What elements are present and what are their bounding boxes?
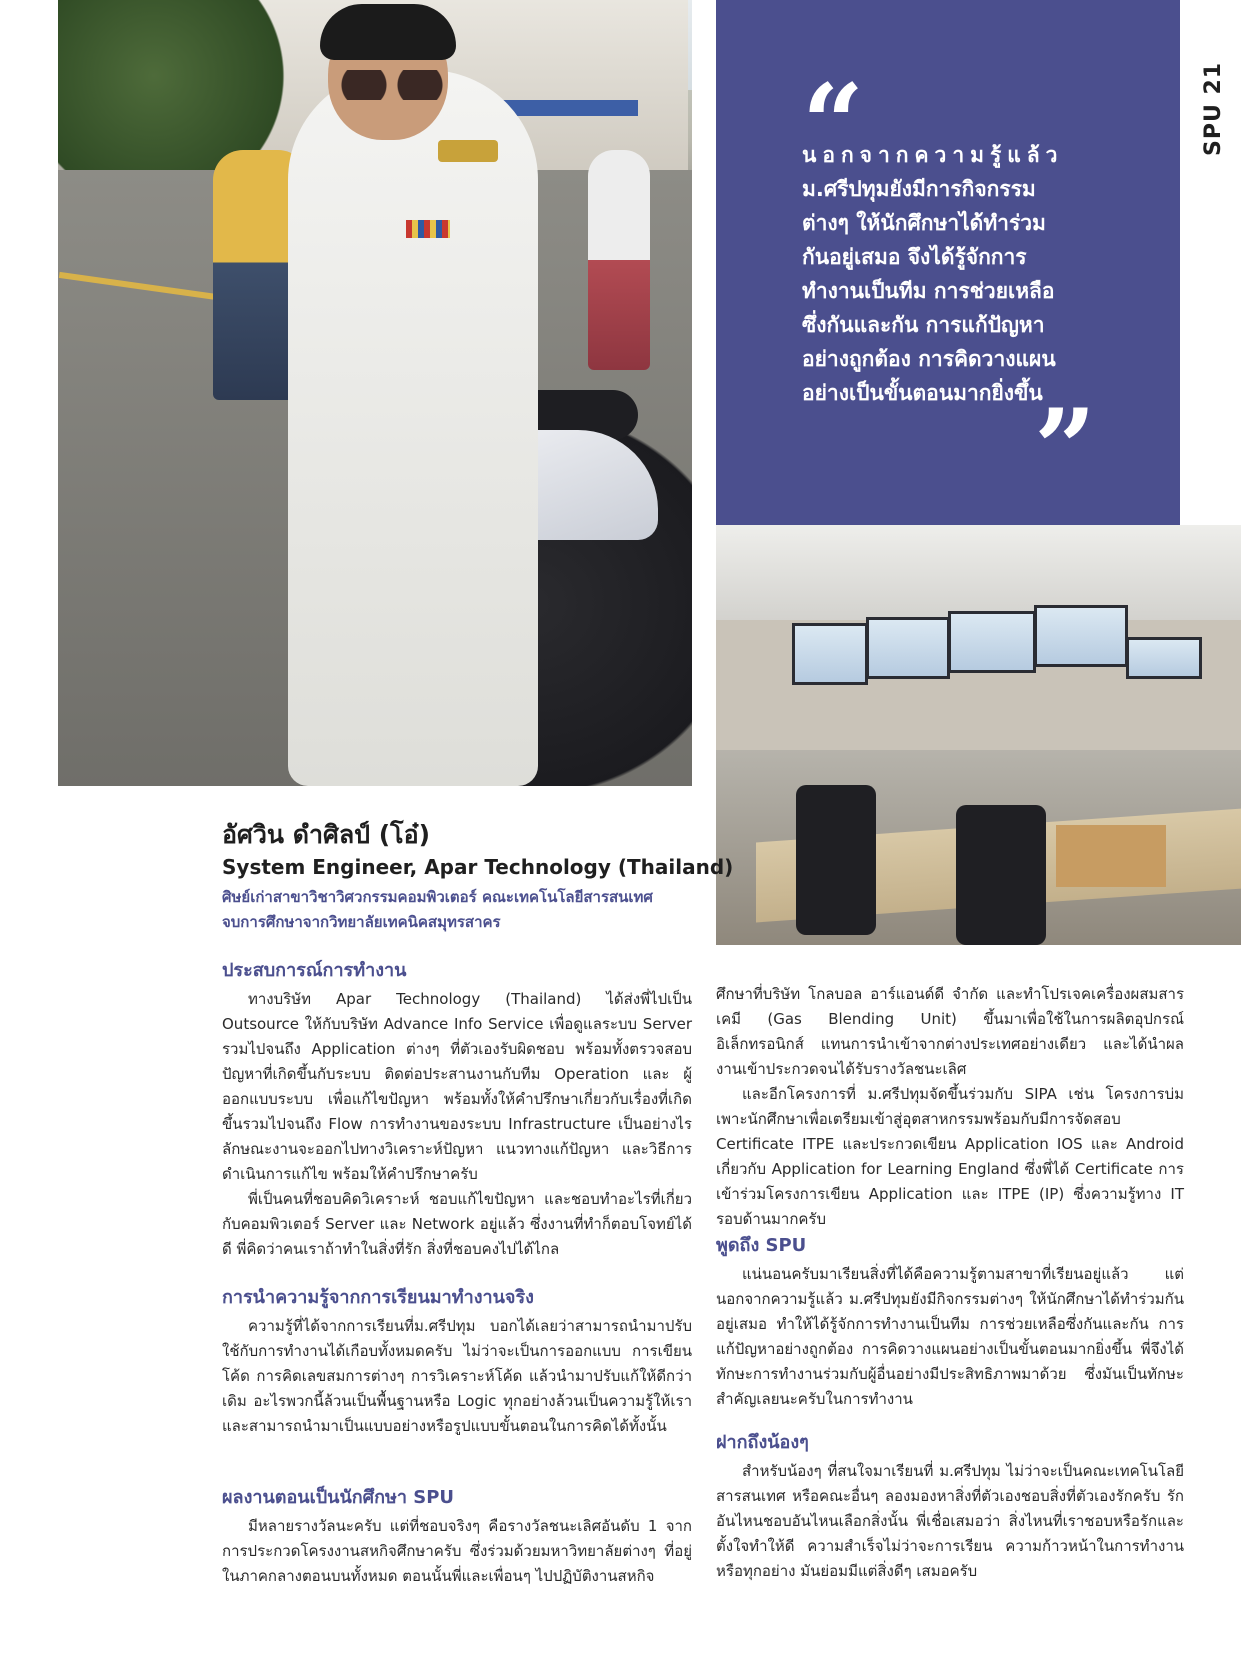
quote-line: ต่างๆ ให้นักศึกษาได้ทำร่วม bbox=[802, 211, 1046, 235]
section-paragraph: มีหลายรางวัลนะครับ แต่ที่ชอบจริงๆ คือรางวัลชนะเลิศอันดับ 1 จากการประกวดโครงงานสหกิจศึกษาครับ ซึ่งร่วมด้วยมหาวิทยาลัยต่างๆ ที่อยู่ในภาคกลางตอนบนทั้งหมด ตอนนั้นพี่และเพื่อนๆ ไปปฏิบัติงานสหกิจ bbox=[222, 1517, 692, 1585]
section-work bbox=[222, 955, 692, 1262]
section-heading: ฝากถึงน้องๆ bbox=[716, 1432, 809, 1453]
section-paragraph: ความรู้ที่ได้จากการเรียนที่ม.ศรีปทุม บอกได้เลยว่าสามารถนำมาปรับใช้กับการทำงานได้เกือบทั้งหมดครับ ไม่ว่าจะเป็นการออกแบบ การเขียนโค้ด การคิดเลขสมการต่างๆ การวิเคราะห์โค้ด แล้วนำมาปรับแก้ให้ดีกว่าเดิม อะไรพวกนี้ล้วนเป็นพื้นฐานหรือ Logic ทุกอย่างล้วนเป็นความรู้ให้เราและสามารถนำมาเป็นแบบอย่างหรือรูปแบบขั้นตอนในการคิดได้ทั้งนั้น bbox=[222, 1317, 692, 1435]
section-results bbox=[222, 1482, 692, 1589]
quote-close-mark: ” bbox=[1034, 386, 1097, 512]
section-heading: ประสบการณ์การทำงาน bbox=[222, 960, 407, 981]
quote-open-mark: “ bbox=[802, 61, 865, 187]
quote-line: ม.ศรีปทุมยังมีการกิจกรรม bbox=[802, 177, 1036, 201]
section-apply bbox=[222, 1282, 692, 1439]
pull-quote-box bbox=[716, 0, 1180, 525]
page-marker-text: SPU 21 bbox=[1201, 61, 1226, 156]
profile-position: System Engineer, Apar Technology (Thailand) bbox=[222, 855, 734, 879]
section-results-continued bbox=[716, 982, 1184, 1232]
section-heading: พูดถึง SPU bbox=[716, 1235, 807, 1256]
pull-quote-text bbox=[802, 138, 1102, 410]
section-paragraph: ทางบริษัท Apar Technology (Thailand) ได้ส่งพี่ไปเป็น Outsource ให้กับบริษัท Advance Info Service เพื่อดูแลระบบ Server รวมไปจนถึง Application ต่างๆ ที่ตัวเองรับผิดชอบ พร้อมทั้งตรวจสอบปัญหาที่เกิดขึ้นกับระบบ ติดต่อประสานงานกับทีม Operation และ ผู้ออกแบบระบบ เพื่อแก้ไขปัญหา พร้อมทั้งให้คำปรึกษาเกี่ยวกับเรื่องที่เกิดขึ้นรวมไปจนถึง Flow การทำงานของระบบ Infrastructure เป็นอย่างไร ลักษณะงานจะออกไปทางวิเคราะห์ปัญหา แนวทางแก้ปัญหา และวิธีการดำเนินการแก้ไข พร้อมให้คำปรึกษาครับ bbox=[222, 990, 692, 1183]
portrait-photo bbox=[58, 0, 692, 786]
section-paragraph: ศึกษาที่บริษัท โกลบอล อาร์แอนด์ดี จำกัด และทำโปรเจคเครื่องผสมสารเคมี (Gas Blending Unit) ขึ้นมาเพื่อใช้ในการผลิตอุปกรณ์อิเล็กทรอนิกส์ แทนการนำเข้าจากต่างประเทศอย่างเดียว และได้นำผลงานเข้าประกวดจนได้รับรางวัลชนะเลิศ bbox=[716, 985, 1184, 1078]
section-juniors bbox=[716, 1427, 1184, 1584]
control-room-photo bbox=[716, 525, 1241, 945]
section-about-spu bbox=[716, 1230, 1184, 1412]
quote-line: ซึ่งกันและกัน การแก้ปัญหา bbox=[802, 313, 1045, 337]
section-paragraph: และอีกโครงการที่ ม.ศรีปทุมจัดขึ้นร่วมกับ SIPA เช่น โครงการบ่มเพาะนักศึกษาเพื่อเตรียมเข้าสู่อุตสาหกรรมพร้อมกับมีการจัดสอบ Certificate ITPE และประกวดเขียน Application IOS และ Android เกี่ยวกับ Application for Learning England ซึ่งพี่ได้ Certificate การเข้าร่วมโครงการเขียน Application และ ITPE (IP) ซึ่งความรู้ทาง IT รอบด้านมากครับ bbox=[716, 1085, 1184, 1228]
section-paragraph: แน่นอนครับมาเรียนสิ่งที่ได้คือความรู้ตามสาขาที่เรียนอยู่แล้ว แต่นอกจากความรู้แล้ว ม.ศรีปทุมยังมีกิจกรรมต่างๆ ให้นักศึกษาได้ทำร่วมกันอยู่เสมอ ทำให้ได้รู้จักการทำงานเป็นทีม การช่วยเหลือซึ่งกันและกัน การแก้ปัญหาอย่างถูกต้อง การคิดวางแผนอย่างเป็นขั้นตอนมากยิ่งขึ้น พี่จึงได้ทักษะการทำงานร่วมกับผู้อื่นอย่างมีประสิทธิภาพมาด้วย ซึ่งมันเป็นทักษะสำคัญเลยนะครับในการทำงาน bbox=[716, 1265, 1184, 1408]
quote-line: อย่างเป็นขั้นตอนมากยิ่งขึ้น bbox=[802, 381, 1043, 405]
section-heading: ผลงานตอนเป็นนักศึกษา SPU bbox=[222, 1487, 455, 1508]
quote-line: อย่างถูกต้อง การคิดวางแผน bbox=[802, 347, 1056, 371]
quote-line: ทำงานเป็นทีม การช่วยเหลือ bbox=[802, 279, 1055, 303]
profile-name: อัศวิน ดำศิลป์ (โอ๋) bbox=[222, 820, 431, 849]
quote-line: นอกจากความรู้แล้ว bbox=[802, 143, 1064, 167]
quote-line: กันอยู่เสมอ จึงได้รู้จักการ bbox=[802, 245, 1027, 269]
profile-education: จบการศึกษาจากวิทยาลัยเทคนิคสมุทรสาคร bbox=[222, 913, 501, 931]
section-paragraph: พี่เป็นคนที่ชอบคิดวิเคราะห์ ชอบแก้ไขปัญหา และชอบทำอะไรที่เกี่ยวกับคอมพิวเตอร์ Server และ Network อยู่แล้ว ซึ่งงานที่ทำก็ตอบโจทย์ได้ดี พี่คิดว่าคนเราถ้าทำในสิ่งที่รัก สิ่งที่ชอบคงไปได้ไกล bbox=[222, 1190, 692, 1258]
page-marker bbox=[1197, 61, 1227, 166]
section-paragraph: สำหรับน้องๆ ที่สนใจมาเรียนที่ ม.ศรีปทุม ไม่ว่าจะเป็นคณะเทคโนโลยีสารสนเทศ หรือคณะอื่นๆ ลองมองหาสิ่งที่ตัวเองชอบสิ่งที่ตัวเองรักครับ รักอันไหนชอบอันไหนเลือกสิ่งนั้น พี่เชื่อเสมอว่า สิ่งไหนที่เราชอบหรือรักและตั้งใจทำให้ดี ความสำเร็จไม่ว่าจะการเรียน ความก้าวหน้าในการทำงานหรือทุกอย่าง มันย่อมมีแต่สิ่งดีๆ เสมอครับ bbox=[716, 1462, 1184, 1580]
profile-education: ศิษย์เก่าสาขาวิชาวิศวกรรมคอมพิวเตอร์ คณะเทคโนโลยีสารสนเทศ bbox=[222, 888, 653, 906]
section-heading: การนำความรู้จากการเรียนมาทำงานจริง bbox=[222, 1287, 534, 1308]
